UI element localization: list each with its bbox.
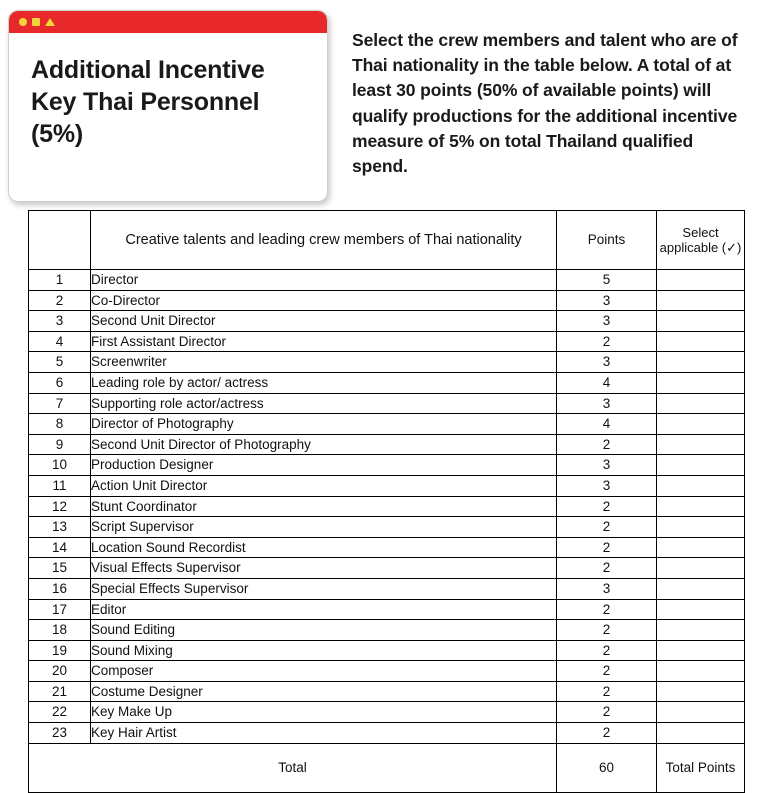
row-select-checkbox[interactable] — [657, 599, 745, 620]
row-select-checkbox[interactable] — [657, 393, 745, 414]
table-row — [29, 414, 745, 435]
row-number: 6 — [29, 372, 91, 393]
row-points: 2 — [557, 496, 657, 517]
row-number: 22 — [29, 702, 91, 723]
row-points: 2 — [557, 558, 657, 579]
row-points: 2 — [557, 331, 657, 352]
row-role: Location Sound Recordist — [91, 537, 557, 558]
row-number: 19 — [29, 640, 91, 661]
row-role: Action Unit Director — [91, 475, 557, 496]
table-row — [29, 661, 745, 682]
row-points: 2 — [557, 723, 657, 744]
row-points: 5 — [557, 270, 657, 291]
table-head — [29, 211, 745, 270]
row-select-checkbox[interactable] — [657, 311, 745, 332]
row-role: Director — [91, 270, 557, 291]
row-role: Second Unit Director — [91, 311, 557, 332]
table-row — [29, 290, 745, 311]
row-select-checkbox[interactable] — [657, 681, 745, 702]
row-select-checkbox[interactable] — [657, 372, 745, 393]
row-role: Stunt Coordinator — [91, 496, 557, 517]
row-role: Co-Director — [91, 290, 557, 311]
table-row — [29, 331, 745, 352]
page-title: Additional Incentive Key Thai Personnel (5%) — [31, 56, 265, 148]
row-select-checkbox[interactable] — [657, 414, 745, 435]
row-points: 3 — [557, 578, 657, 599]
table-row — [29, 723, 745, 744]
row-role: Composer — [91, 661, 557, 682]
row-role: Costume Designer — [91, 681, 557, 702]
row-role: Visual Effects Supervisor — [91, 558, 557, 579]
points-table — [28, 210, 745, 793]
row-select-checkbox[interactable] — [657, 661, 745, 682]
table-row — [29, 434, 745, 455]
table-row — [29, 311, 745, 332]
intro-text: Select the crew members and talent who are of Thai nationality in the table below. A total of at least 30 points (50% of available points) will qualify productions for the additional incentive measure of 5% on total Thailand qualified spend. — [352, 30, 738, 176]
total-label: Total — [29, 743, 557, 792]
table-row — [29, 475, 745, 496]
row-select-checkbox[interactable] — [657, 620, 745, 641]
triangle-dot-icon — [45, 18, 55, 26]
row-select-checkbox[interactable] — [657, 270, 745, 291]
table-row — [29, 517, 745, 538]
row-number: 16 — [29, 578, 91, 599]
card-window-bar — [9, 11, 327, 33]
table-row — [29, 558, 745, 579]
row-select-checkbox[interactable] — [657, 558, 745, 579]
row-select-checkbox[interactable] — [657, 702, 745, 723]
row-number: 17 — [29, 599, 91, 620]
row-number: 14 — [29, 537, 91, 558]
row-points: 2 — [557, 620, 657, 641]
row-number: 12 — [29, 496, 91, 517]
row-points: 3 — [557, 352, 657, 373]
table-row — [29, 640, 745, 661]
row-select-checkbox[interactable] — [657, 723, 745, 744]
row-points: 3 — [557, 475, 657, 496]
row-number: 9 — [29, 434, 91, 455]
row-role: Director of Photography — [91, 414, 557, 435]
row-points: 3 — [557, 311, 657, 332]
table-row — [29, 352, 745, 373]
row-number: 2 — [29, 290, 91, 311]
row-points: 4 — [557, 372, 657, 393]
row-number: 5 — [29, 352, 91, 373]
row-number: 1 — [29, 270, 91, 291]
table-row — [29, 270, 745, 291]
row-number: 4 — [29, 331, 91, 352]
row-role: Supporting role actor/actress — [91, 393, 557, 414]
table-row — [29, 496, 745, 517]
row-points: 2 — [557, 537, 657, 558]
table-header-row — [29, 211, 745, 270]
header-area — [0, 0, 768, 205]
table-foot — [29, 743, 745, 792]
row-select-checkbox[interactable] — [657, 517, 745, 538]
row-number: 20 — [29, 661, 91, 682]
row-role: Sound Mixing — [91, 640, 557, 661]
row-role: Second Unit Director of Photography — [91, 434, 557, 455]
row-points: 4 — [557, 414, 657, 435]
row-points: 2 — [557, 702, 657, 723]
column-header-points: Points — [557, 211, 657, 270]
row-points: 3 — [557, 455, 657, 476]
row-select-checkbox[interactable] — [657, 475, 745, 496]
row-role: Production Designer — [91, 455, 557, 476]
column-header-number — [29, 211, 91, 270]
row-number: 3 — [29, 311, 91, 332]
title-card — [8, 10, 328, 202]
row-role: Screenwriter — [91, 352, 557, 373]
row-number: 10 — [29, 455, 91, 476]
row-role: Editor — [91, 599, 557, 620]
row-role: Leading role by actor/ actress — [91, 372, 557, 393]
row-select-checkbox[interactable] — [657, 331, 745, 352]
total-points: 60 — [557, 743, 657, 792]
row-points: 3 — [557, 290, 657, 311]
row-points: 2 — [557, 599, 657, 620]
row-select-checkbox[interactable] — [657, 434, 745, 455]
table-row — [29, 578, 745, 599]
row-number: 8 — [29, 414, 91, 435]
row-role: Key Make Up — [91, 702, 557, 723]
row-points: 2 — [557, 640, 657, 661]
points-table-wrap — [28, 210, 744, 793]
row-points: 2 — [557, 661, 657, 682]
row-number: 18 — [29, 620, 91, 641]
table-row — [29, 372, 745, 393]
row-role: Sound Editing — [91, 620, 557, 641]
total-row — [29, 743, 745, 792]
row-number: 13 — [29, 517, 91, 538]
row-select-checkbox[interactable] — [657, 290, 745, 311]
circle-dot-icon — [19, 18, 27, 26]
row-select-checkbox[interactable] — [657, 455, 745, 476]
row-role: Key Hair Artist — [91, 723, 557, 744]
table-row — [29, 393, 745, 414]
table-row — [29, 455, 745, 476]
table-row — [29, 537, 745, 558]
table-row — [29, 620, 745, 641]
row-select-checkbox[interactable] — [657, 640, 745, 661]
table-row — [29, 599, 745, 620]
row-number: 11 — [29, 475, 91, 496]
row-number: 23 — [29, 723, 91, 744]
table-row — [29, 702, 745, 723]
square-dot-icon — [32, 18, 40, 26]
row-role: Special Effects Supervisor — [91, 578, 557, 599]
row-number: 21 — [29, 681, 91, 702]
row-select-checkbox[interactable] — [657, 578, 745, 599]
row-number: 7 — [29, 393, 91, 414]
row-points: 2 — [557, 681, 657, 702]
column-header-select: Select applicable (✓) — [657, 211, 745, 270]
row-points: 3 — [557, 393, 657, 414]
row-role: Script Supervisor — [91, 517, 557, 538]
row-points: 2 — [557, 434, 657, 455]
table-body — [29, 270, 745, 744]
row-select-checkbox[interactable] — [657, 496, 745, 517]
column-header-role: Creative talents and leading crew members of Thai nationality — [91, 211, 557, 270]
total-points-placeholder: Total Points — [657, 743, 745, 792]
row-role: First Assistant Director — [91, 331, 557, 352]
row-number: 15 — [29, 558, 91, 579]
table-row — [29, 681, 745, 702]
row-select-checkbox[interactable] — [657, 352, 745, 373]
row-points: 2 — [557, 517, 657, 538]
row-select-checkbox[interactable] — [657, 537, 745, 558]
